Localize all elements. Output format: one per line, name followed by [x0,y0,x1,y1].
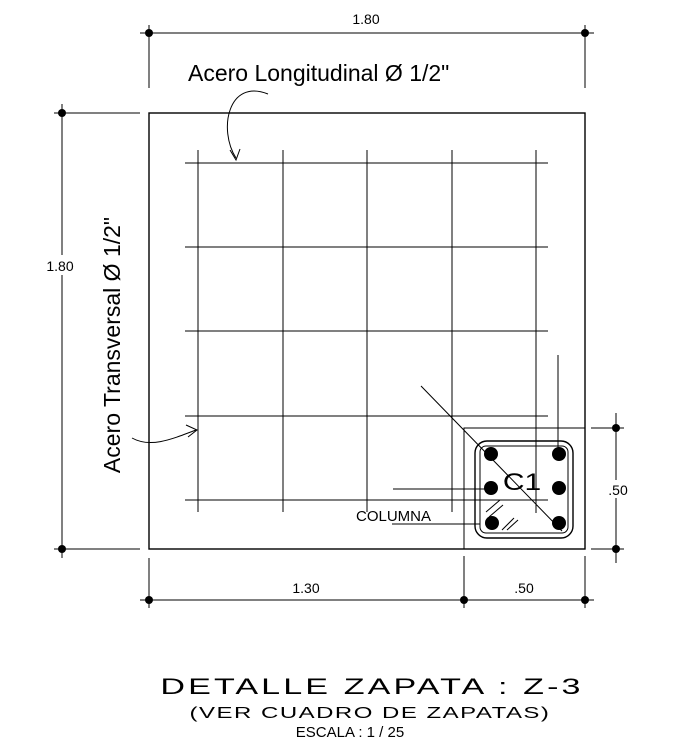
rebar-dot [484,447,498,461]
dimension-label: .50 [608,482,628,498]
column-c1 [356,355,585,549]
arrow-icon [132,430,196,443]
drawing-scale: ESCALA : 1 / 25 [295,724,405,741]
drawing-subtitle: (VER CUADRO DE ZAPATAS) [189,704,551,722]
dimension-label: .50 [514,580,534,596]
rebar-dot [552,481,566,495]
arrowhead-icon [230,149,240,160]
rebar-dot [552,447,566,461]
dimension-label: 1.30 [292,580,320,596]
rebar-dot [485,516,499,530]
dimension-right [591,413,633,563]
rebar-dot [484,481,498,495]
hatch-mark [489,505,503,517]
column-label: COLUMNA [356,508,432,525]
longitudinal-steel-label: Acero Longitudinal Ø 1/2" [188,60,450,86]
column-tag: C1 [502,467,542,496]
hatch-mark [507,520,518,530]
transverse-steel-label: Acero Transversal Ø 1/2" [99,216,125,474]
dimension-label: 1.80 [46,258,74,274]
rebar-dot [552,516,566,530]
dimension-left [40,104,140,558]
arrow-icon [227,91,268,158]
hatch-mark [502,518,514,530]
arrowhead-icon [186,425,197,437]
drawing-title: DETALLE ZAPATA : Z-3 [160,674,584,700]
hatch-mark [486,500,500,512]
dimension-label: 1.80 [352,11,380,27]
dimension-bottom [140,556,594,608]
